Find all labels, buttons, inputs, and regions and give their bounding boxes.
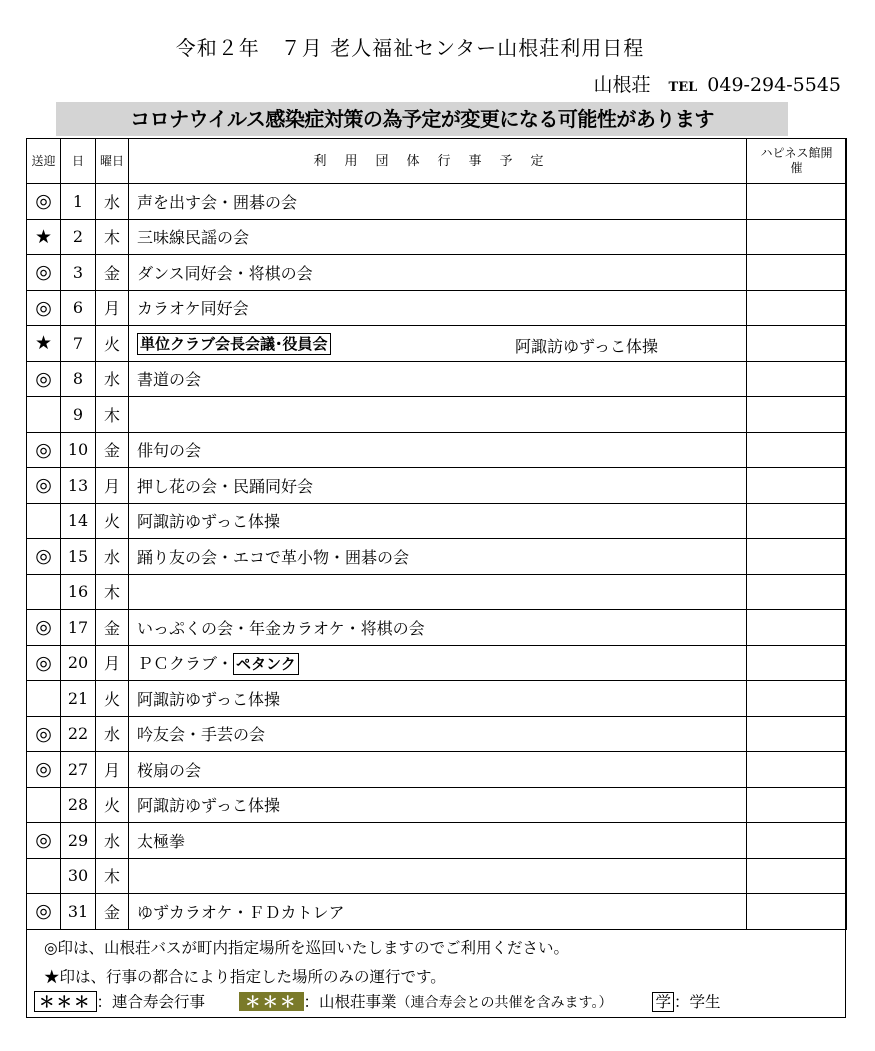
row-happiness	[747, 681, 847, 717]
table-row	[27, 255, 847, 291]
row-events	[129, 574, 747, 610]
row-happiness	[747, 787, 847, 823]
event-text: カラオケ同好会	[137, 299, 249, 319]
row-weekday: 木	[96, 219, 129, 255]
row-happiness	[747, 894, 847, 930]
row-mark: ★	[27, 219, 61, 255]
row-happiness	[747, 645, 847, 681]
event-extra: 阿諏訪ゆずっこ体操	[515, 337, 659, 356]
row-mark: ◎	[27, 539, 61, 575]
table-row	[27, 219, 847, 255]
contact-info	[594, 70, 841, 97]
event-text: 太極拳	[137, 831, 186, 851]
stars-filled-note: （連合寿会との共催を含みます。）	[396, 995, 613, 1011]
row-mark	[27, 503, 61, 539]
row-happiness	[747, 468, 847, 504]
row-mark	[27, 681, 61, 717]
table-row	[27, 752, 847, 788]
row-happiness	[747, 397, 847, 433]
event-text: 声を出す会・囲碁の会	[137, 192, 298, 212]
row-weekday: 木	[96, 397, 129, 433]
row-mark: ◎	[27, 361, 61, 397]
row-day: 29	[61, 823, 96, 859]
table-row	[27, 290, 847, 326]
row-mark	[27, 858, 61, 894]
row-weekday: 月	[96, 290, 129, 326]
table-row	[27, 681, 847, 717]
row-mark	[27, 574, 61, 610]
row-events	[129, 539, 747, 575]
row-mark: ◎	[27, 645, 61, 681]
row-mark: ◎	[27, 468, 61, 504]
row-day: 14	[61, 503, 96, 539]
row-events	[129, 255, 747, 291]
table-row	[27, 610, 847, 646]
page-title: 令和２年 ７月 老人福祉センター山根荘利用日程	[175, 36, 645, 60]
row-weekday: 月	[96, 645, 129, 681]
stars-boxed-text: ：連合寿会行事	[96, 993, 206, 1011]
covid-notice: コロナウイルス感染症対策の為予定が変更になる可能性があります	[56, 102, 788, 136]
tel-label: TEL	[668, 80, 698, 95]
row-weekday: 火	[96, 681, 129, 717]
col-pickup: 送迎	[27, 139, 61, 184]
row-day: 3	[61, 255, 96, 291]
legend-keys	[34, 990, 720, 1012]
row-day: 8	[61, 361, 96, 397]
row-weekday: 水	[96, 716, 129, 752]
row-mark: ◎	[27, 823, 61, 859]
row-events	[129, 823, 747, 859]
row-day: 28	[61, 787, 96, 823]
row-mark: ◎	[27, 255, 61, 291]
schedule-table	[26, 138, 847, 930]
event-text: 三味線民謡の会	[137, 228, 250, 248]
row-mark: ◎	[27, 432, 61, 468]
row-events	[129, 681, 747, 717]
row-day: 16	[61, 574, 96, 610]
row-weekday: 水	[96, 184, 129, 220]
table-row	[27, 716, 847, 752]
row-events	[129, 219, 747, 255]
event-text: ＰＣクラブ・	[137, 654, 234, 674]
legend	[26, 928, 846, 1018]
row-day: 21	[61, 681, 96, 717]
row-happiness	[747, 290, 847, 326]
row-day: 22	[61, 716, 96, 752]
row-events	[129, 361, 747, 397]
row-mark	[27, 787, 61, 823]
col-weekday: 曜日	[96, 139, 129, 184]
row-day: 9	[61, 397, 96, 433]
row-weekday: 金	[96, 255, 129, 291]
legend-circle-note: ◎印は、山根荘バスが町内指定場所を巡回いたしますのでご利用ください。	[44, 939, 570, 957]
row-happiness	[747, 326, 847, 362]
table-row	[27, 787, 847, 823]
row-mark: ◎	[27, 610, 61, 646]
row-day: 20	[61, 645, 96, 681]
row-events	[129, 184, 747, 220]
table-row	[27, 503, 847, 539]
row-happiness	[747, 219, 847, 255]
row-events	[129, 716, 747, 752]
table-row	[27, 397, 847, 433]
table-row	[27, 361, 847, 397]
row-events	[129, 787, 747, 823]
row-day: 1	[61, 184, 96, 220]
row-happiness	[747, 610, 847, 646]
row-mark: ◎	[27, 752, 61, 788]
event-text: 阿諏訪ゆずっこ体操	[137, 512, 281, 532]
table-row	[27, 645, 847, 681]
event-boxed: 単位クラブ会長会議･役員会	[137, 333, 331, 355]
row-day: 15	[61, 539, 96, 575]
table-header-row	[27, 139, 847, 184]
table-row	[27, 184, 847, 220]
row-happiness	[747, 361, 847, 397]
row-weekday: 火	[96, 787, 129, 823]
row-weekday: 水	[96, 539, 129, 575]
row-day: 13	[61, 468, 96, 504]
row-weekday: 月	[96, 468, 129, 504]
row-weekday: 木	[96, 858, 129, 894]
student-key: 学	[652, 992, 674, 1012]
tel-number: 049-294-5545	[707, 74, 841, 96]
row-mark: ◎	[27, 716, 61, 752]
row-day: 2	[61, 219, 96, 255]
col-events: 利用団体行事予定	[129, 139, 747, 184]
row-happiness	[747, 432, 847, 468]
row-events	[129, 645, 747, 681]
table-row	[27, 468, 847, 504]
stars-filled-text: ：山根荘事業	[303, 993, 397, 1011]
row-day: 30	[61, 858, 96, 894]
event-boxed: ペタンク	[233, 653, 299, 675]
event-text: 踊り友の会・エコで革小物・囲碁の会	[137, 547, 410, 567]
event-text: 俳句の会	[137, 441, 202, 461]
row-weekday: 水	[96, 823, 129, 859]
row-mark: ★	[27, 326, 61, 362]
row-happiness	[747, 539, 847, 575]
table-row	[27, 823, 847, 859]
student-text: ：学生	[673, 993, 721, 1011]
table-row	[27, 326, 847, 362]
event-text: いっぷくの会・年金カラオケ・将棋の会	[137, 618, 425, 638]
row-weekday: 金	[96, 894, 129, 930]
event-text: 阿諏訪ゆずっこ体操	[137, 689, 281, 709]
row-day: 31	[61, 894, 96, 930]
row-weekday: 木	[96, 574, 129, 610]
table-row	[27, 574, 847, 610]
row-happiness	[747, 716, 847, 752]
event-text: ゆずカラオケ・ＦＤカトレア	[137, 902, 345, 922]
row-weekday: 火	[96, 326, 129, 362]
row-day: 7	[61, 326, 96, 362]
event-text: ダンス同好会・将棋の会	[137, 263, 313, 283]
table-row	[27, 539, 847, 575]
row-mark	[27, 397, 61, 433]
event-text: 桜扇の会	[137, 760, 202, 780]
row-events	[129, 503, 747, 539]
table-row	[27, 894, 847, 930]
row-day: 6	[61, 290, 96, 326]
row-events	[129, 326, 747, 362]
row-events	[129, 468, 747, 504]
legend-star-note: ★印は、行事の都合により指定した場所のみの運行です。	[44, 968, 446, 986]
row-happiness	[747, 255, 847, 291]
row-weekday: 水	[96, 361, 129, 397]
row-happiness	[747, 574, 847, 610]
row-mark: ◎	[27, 184, 61, 220]
row-happiness	[747, 752, 847, 788]
row-happiness	[747, 503, 847, 539]
row-events	[129, 432, 747, 468]
row-happiness	[747, 823, 847, 859]
event-text: 書道の会	[137, 370, 202, 390]
row-happiness	[747, 184, 847, 220]
row-weekday: 火	[96, 503, 129, 539]
row-events	[129, 858, 747, 894]
table-row	[27, 858, 847, 894]
stars-filled-key: ＊＊＊	[239, 992, 304, 1011]
row-mark: ◎	[27, 290, 61, 326]
row-events	[129, 610, 747, 646]
event-text: 押し花の会・民踊同好会	[137, 476, 314, 496]
event-text: 吟友会・手芸の会	[137, 725, 266, 745]
row-events	[129, 894, 747, 930]
row-events	[129, 397, 747, 433]
col-day: 日	[61, 139, 96, 184]
row-events	[129, 290, 747, 326]
row-weekday: 金	[96, 610, 129, 646]
row-weekday: 金	[96, 432, 129, 468]
col-happiness: ハピネス館開催	[747, 139, 847, 184]
row-mark: ◎	[27, 894, 61, 930]
row-events	[129, 752, 747, 788]
event-text: 阿諏訪ゆずっこ体操	[137, 796, 281, 816]
facility-name: 山根荘	[593, 74, 651, 96]
row-day: 17	[61, 610, 96, 646]
row-day: 10	[61, 432, 96, 468]
table-row	[27, 432, 847, 468]
row-happiness	[747, 858, 847, 894]
row-weekday: 月	[96, 752, 129, 788]
stars-boxed-key: ＊＊＊	[34, 991, 97, 1012]
row-day: 27	[61, 752, 96, 788]
